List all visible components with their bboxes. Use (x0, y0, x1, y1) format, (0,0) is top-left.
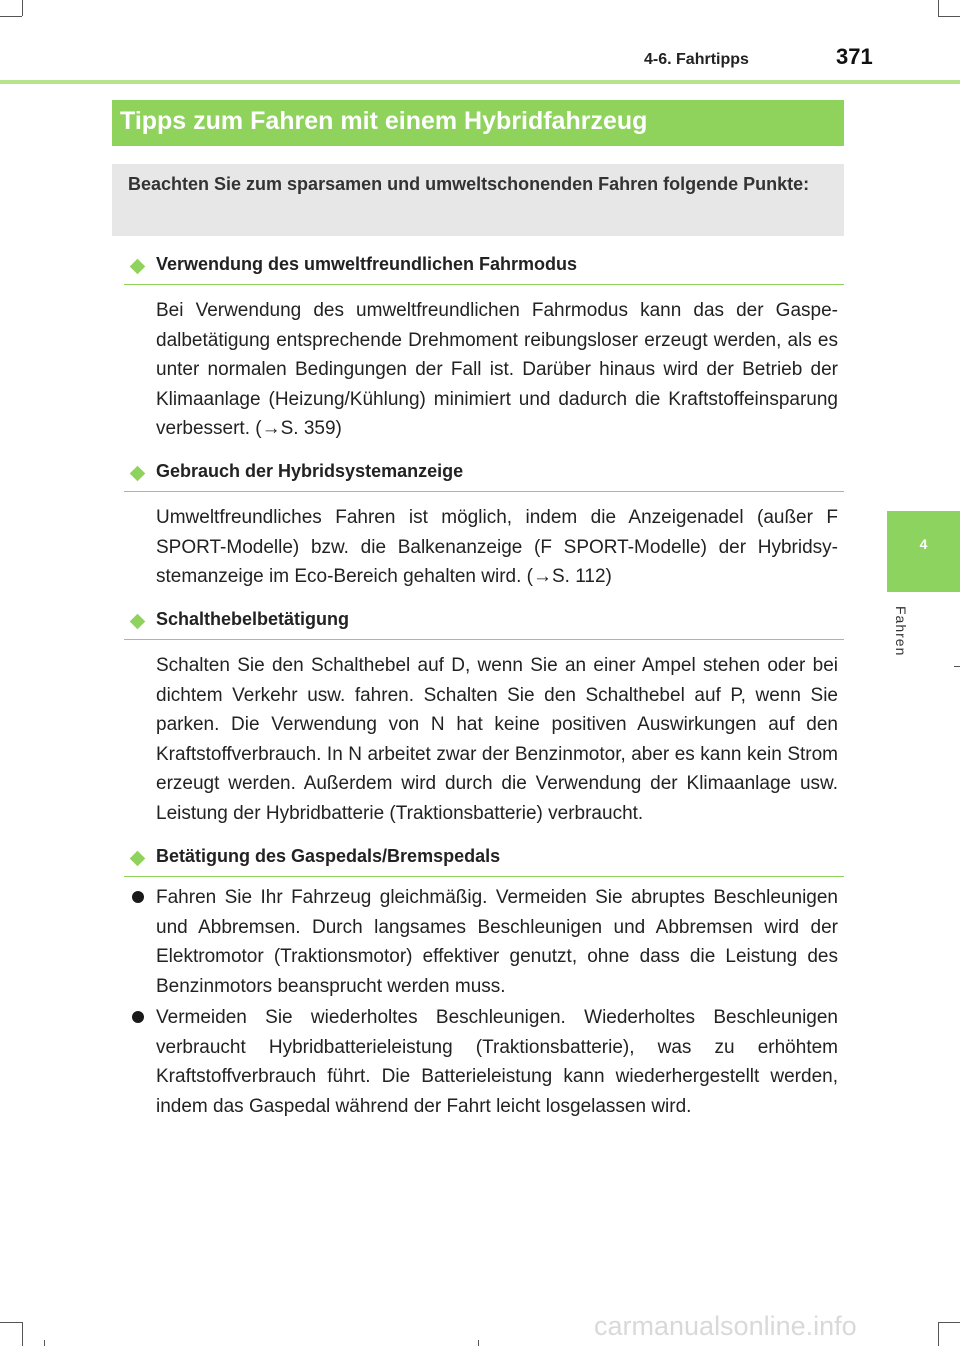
section-heading-text: Betätigung des Gaspedals/Bremspedals (156, 846, 501, 866)
crop-mark (938, 1322, 960, 1323)
section-paragraph: Schalten Sie den Schalthebel auf D, wenn Sie an einer Ampel stehen oder bei dichtem Verkehr usw. fahren. Schalten Sie den Schalthebel auf P, wenn Sie parken. Die Verwendung von N hat keine positiven Auswirkungen auf den Kraftstoffverbrauch. In N arbeitet zwar der Benzinmotor, aber es kann kein Strom erzeugt werden. Außerdem wird durch die Verwendung der Klimaanlage usw. Leistung der Hybridbatterie (Traktionsbatterie) verbraucht. (156, 655, 838, 824)
crop-mark (938, 1322, 939, 1346)
header-section-label: 4-6. Fahrtipps (644, 51, 749, 68)
intro-text: Beachten Sie zum sparsamen und umweltschonenden Fahren folgende Punkte: (128, 174, 810, 194)
diamond-icon (130, 614, 146, 630)
diamond-icon (130, 259, 146, 275)
section-paragraph: Bei Verwendung des umweltfreundlichen Fahrmodus kann das der Gaspedalbetätigung entsprechende Drehmoment reibungsloser erzeugt werden, als es unter normalen Bedingungen der Fall ist. Darüber hinaus wird der Betrieb der Klimaanlage (Heizung/Kühlung) minimiert und dadurch die Kraftstoffeinsparung verbessert. (→S. 359) (156, 300, 838, 440)
crop-mark (954, 666, 960, 667)
crop-mark (938, 16, 960, 17)
section-title-bar (112, 100, 844, 146)
chapter-label: Fahren (893, 606, 909, 657)
crop-mark (0, 16, 22, 17)
bullet-dot-icon (132, 891, 144, 903)
page-title: Tipps zum Fahren mit einem Hybridfahrzeug (120, 107, 648, 135)
diamond-icon (130, 466, 146, 482)
page-number: 371 (836, 44, 873, 69)
header-rule (0, 80, 960, 84)
bullet-text: Fahren Sie Ihr Fahrzeug gleichmäßig. Vermeiden Sie abruptes Beschleunigen und Abbremsen. Durch langsames Beschleunigen und Abbremsen wird der Elektromotor (Traktionsmotor) effektiver genutzt, ohne dass die Leistung des Benzinmotors beansprucht werden muss. (156, 887, 838, 997)
crop-mark (938, 0, 939, 16)
section-heading (124, 461, 844, 492)
bullet-text: Vermeiden Sie wiederholtes Beschleunigen. Wiederholtes Beschleunigen verbraucht Hybridbatterieleistung (Traktionsbatterie), was zu erhöhtem Kraftstoffverbrauch führt. Die Batterieleistung kann wiederhergestellt werden, indem das Gaspedal während der Fahrt leicht losgelassen wird. (156, 1007, 838, 1117)
section-paragraph: Umweltfreundliches Fahren ist möglich, indem die Anzeigenadel (außer F SPORT-Modelle) bzw. die Balkenanzeige (F SPORT-Modelle) der Hybridsystemanzeige im Eco-Bereich gehalten wird. (→S. 112) (156, 507, 838, 588)
section-heading (124, 846, 844, 877)
crop-mark (44, 1340, 45, 1346)
section-heading (124, 254, 844, 285)
bullet-item (128, 1003, 838, 1121)
chapter-tab (887, 511, 960, 592)
bullet-item (128, 883, 838, 1001)
chapter-number: 4 (919, 536, 928, 552)
diamond-icon (130, 851, 146, 867)
crop-mark (0, 1322, 22, 1323)
crop-mark (478, 1340, 479, 1346)
section-heading (124, 609, 844, 640)
section-heading-text: Gebrauch der Hybridsystemanzeige (156, 461, 464, 481)
watermark: carmanualsonline.info (594, 1311, 857, 1341)
crop-mark (22, 1322, 23, 1346)
intro-box (112, 164, 844, 236)
section-heading-text: Schalthebelbetätigung (156, 609, 350, 629)
bullet-dot-icon (132, 1011, 144, 1023)
section-heading-text: Verwendung des umweltfreundlichen Fahrmodus (156, 254, 578, 274)
crop-mark (22, 0, 23, 16)
